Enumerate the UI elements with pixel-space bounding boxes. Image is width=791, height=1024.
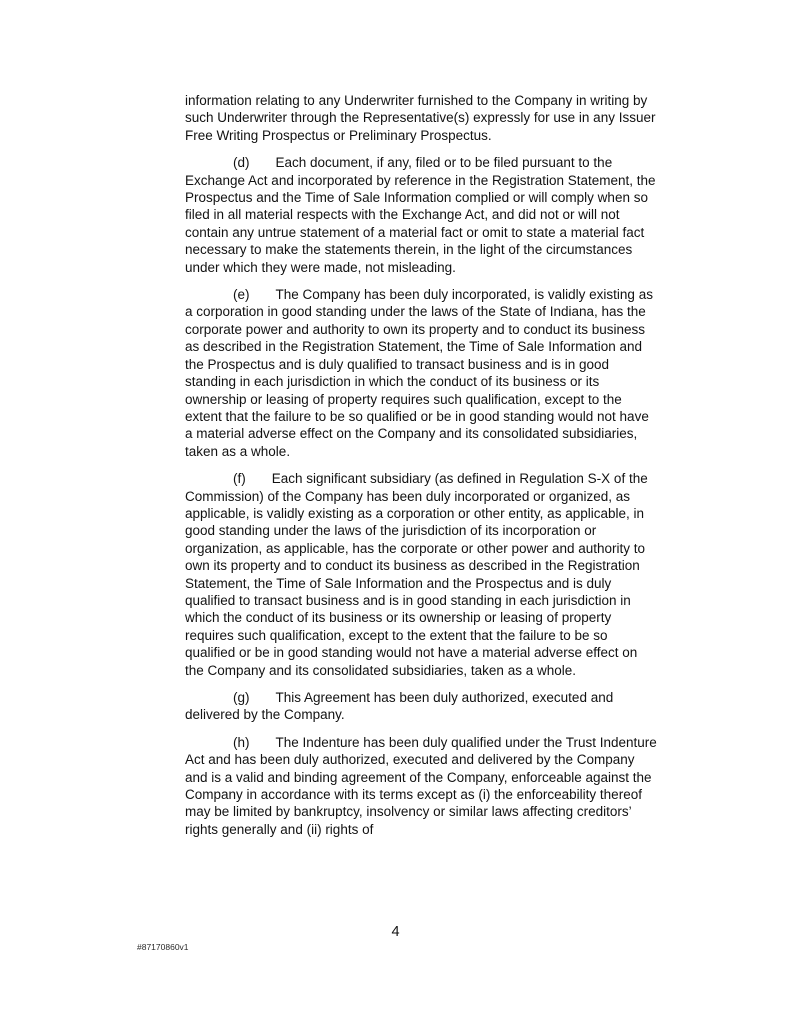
paragraph-label: (g) xyxy=(233,690,250,705)
paragraph-text: Each significant subsidiary (as defined in Regulation S-X of the Commission) of the Company has been duly incorporated or organized, as applicable, is validly existing as a corporation or other entity, as applicable, in good standing under the laws of the jurisdiction of its incorporation or organization, as applicable, has the corporate or other power and authority to own its property and to conduct its business as described in the Registration Statement, the Time of Sale Information and the Prospectus and is duly qualified to transact business and is in good standing in each jurisdiction in which the conduct of its business or its ownership or leasing of property requires such qualification, except to the extent that the failure to be so qualified or be in good standing would not have a material adverse effect on the Company and its consolidated subsidiaries, taken as a whole. xyxy=(185,471,648,678)
paragraph-text: The Company has been duly incorporated, is validly existing as a corporation in good standing under the laws of the State of Indiana, has the corporate power and authority to own its property and to conduct its business as described in the Registration Statement, the Time of Sale Information and the Prospectus and is duly qualified to transact business and is in good standing in each jurisdiction in which the conduct of its business or its ownership or leasing of property requires such qualification, except to the extent that the failure to be so qualified or be in good standing would not have a material adverse effect on the Company and its consolidated subsidiaries, taken as a whole. xyxy=(185,287,653,459)
paragraph xyxy=(185,92,657,144)
paragraph xyxy=(185,154,657,276)
paragraph xyxy=(185,286,657,460)
paragraph-text: The Indenture has been duly qualified under the Trust Indenture Act and has been duly authorized, executed and delivered by the Company and is a valid and binding agreement of the Company, enforceable against the Company in accordance with its terms except as (i) the enforceability thereof may be limited by bankruptcy, insolvency or similar laws affecting creditors’ rights generally and (ii) rights of xyxy=(185,734,657,837)
paragraph-text: This Agreement has been duly authorized, executed and delivered by the Company. xyxy=(185,690,614,723)
page-number: 4 xyxy=(391,924,400,940)
paragraph-label: (f) xyxy=(233,471,246,487)
paragraph-label: (e) xyxy=(233,287,250,303)
paragraph xyxy=(185,734,657,838)
paragraph-text: Each document, if any, filed or to be filed pursuant to the Exchange Act and incorporated by reference in the Registration Statement, the Prospectus and the Time of Sale Information complied or will comply when so filed in all material respects with the Exchange Act, and did not or will not contain any untrue statement of a material fact or omit to state a material fact necessary to make the statements therein, in the light of the circumstances under which they were made, not misleading. xyxy=(185,155,656,275)
document-body xyxy=(185,92,657,848)
paragraph xyxy=(185,470,657,679)
paragraph-label: (d) xyxy=(233,155,250,171)
document-id-footer: #87170860v1 xyxy=(137,942,189,952)
paragraph xyxy=(185,689,657,724)
paragraph-text: information relating to any Underwriter furnished to the Company in writing by such Underwriter through the Representative(s) expressly for use in any Issuer Free Writing Prospectus or Preliminary Prospectus. xyxy=(185,93,656,143)
paragraph-label: (h) xyxy=(233,734,250,750)
